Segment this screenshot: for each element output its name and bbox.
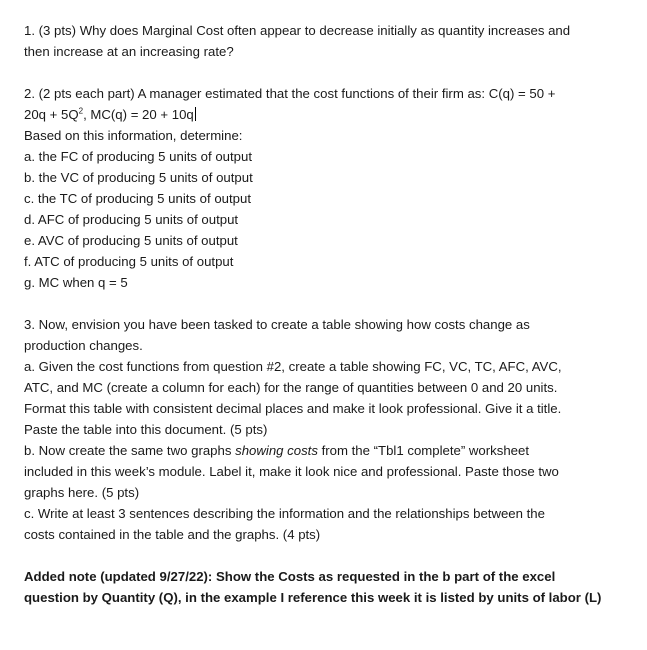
q2-part: f. ATC of producing 5 units of output <box>24 254 234 269</box>
q3c-line: c. Write at least 3 sentences describing the information and the relationships between the <box>24 506 545 521</box>
q1-line: 1. (3 pts) Why does Marginal Cost often appear to decrease initially as quantity increases and <box>24 23 571 38</box>
q1-line: then increase at an increasing rate? <box>24 44 234 59</box>
q3b-line: graphs here. (5 pts) <box>24 485 140 500</box>
q2-line: 2. (2 pts each part) A manager estimated that the cost functions of their firm as: C(q) = 50 + <box>24 86 556 101</box>
q2-part: e. AVC of producing 5 units of output <box>24 233 238 248</box>
document-body <box>24 20 624 608</box>
q3b-text-pre: b. Now create the same two graphs <box>24 443 236 458</box>
q2-formula-b: , MC(q) = 20 + 10q <box>83 107 194 122</box>
q3-line: Paste the table into this document. (5 pts) <box>24 422 268 437</box>
q2-formula-exponent: 2 <box>78 106 84 116</box>
added-note-line: Added note (updated 9/27/22): Show the Costs as requested in the b part of the excel <box>24 569 556 584</box>
q2-formula-line <box>24 104 624 125</box>
q2-part: c. the TC of producing 5 units of output <box>24 191 252 206</box>
added-note-line: question by Quantity (Q), in the example I reference this week it is listed by units of labor (L) <box>24 590 602 605</box>
spacer <box>24 293 624 314</box>
q3b-text-post: from the “Tbl1 complete” worksheet <box>317 443 530 458</box>
q2-intro: Based on this information, determine: <box>24 128 243 143</box>
q2-formula-a: 20q + 5Q <box>24 107 79 122</box>
q2-part: a. the FC of producing 5 units of output <box>24 149 252 164</box>
q3b-line: included in this week’s module. Label it, make it look nice and professional. Paste those two <box>24 464 559 479</box>
q2-part: g. MC when q = 5 <box>24 275 128 290</box>
q3-line: ATC, and MC (create a column for each) for the range of quantities between 0 and 20 units. <box>24 380 558 395</box>
q3-line: Format this table with consistent decimal places and make it look professional. Give it a title. <box>24 401 562 416</box>
spacer <box>24 62 624 83</box>
q3-line: production changes. <box>24 338 143 353</box>
q2-part: b. the VC of producing 5 units of output <box>24 170 253 185</box>
q3b-line <box>24 440 624 461</box>
q2-part: d. AFC of producing 5 units of output <box>24 212 239 227</box>
q3-line: a. Given the cost functions from question #2, create a table showing FC, VC, TC, AFC, AVC, <box>24 359 562 374</box>
spacer <box>24 545 624 566</box>
q3c-line: costs contained in the table and the graphs. (4 pts) <box>24 527 321 542</box>
q3-line: 3. Now, envision you have been tasked to create a table showing how costs change as <box>24 317 530 332</box>
text-cursor <box>195 107 196 121</box>
q3b-text-emphasis: showing costs <box>235 443 318 458</box>
